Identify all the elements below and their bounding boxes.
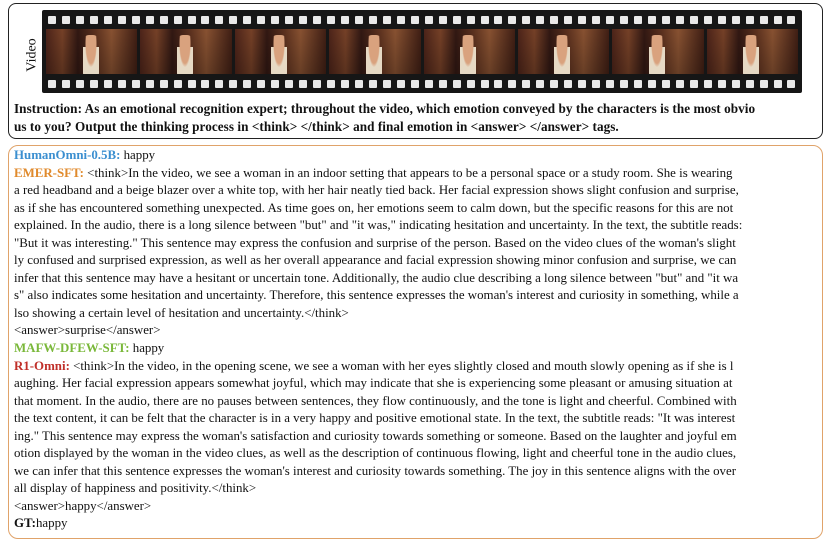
- sprocket-hole: [215, 16, 223, 24]
- sprocket-hole: [634, 80, 642, 88]
- emer-text-line: infer that this sentence may have a hesitant or uncertain tone. Additionally, the audio clue describing a long silence between "but" and "it wa: [14, 270, 739, 285]
- sprocket-hole: [690, 80, 698, 88]
- emer-text-line: a red headband and a beige blazer over a white top, with her hair neatly tied back. Her facial expression shows slight confusion and surprise,: [14, 183, 739, 198]
- sprocket-hole: [132, 16, 140, 24]
- sprocket-hole: [481, 80, 489, 88]
- sprocket-hole: [787, 80, 795, 88]
- r1omni-text-line: aughing. Her facial expression appears somewhat joyful, which may indicate that she is experiencing some pleasant or amusing situation at: [14, 376, 733, 391]
- emer-text-line: s" also indicates some hesitation and uncertainty. Therefore, this sentence expresses the woman's interest and curiosity in something, while a: [14, 288, 739, 303]
- sprocket-hole: [215, 80, 223, 88]
- sprocket-hole: [90, 16, 98, 24]
- video-frame-thumbnail: [329, 29, 420, 74]
- ground-truth-label: GT:: [14, 516, 36, 531]
- sprocket-hole: [439, 16, 447, 24]
- sprocket-hole: [508, 80, 516, 88]
- sprocket-hole: [383, 16, 391, 24]
- sprocket-hole: [146, 16, 154, 24]
- sprocket-hole: [369, 80, 377, 88]
- emer-text-line: ly confused and surprised expression, as well as her overall appearance and facial expression showing minor confusion and surprise, we can: [14, 253, 737, 268]
- r1omni-text-line: the text content, it can be felt that the character is in a very happy and positive emotional state. In the text, the subtitle reads: "It was interest: [14, 411, 736, 426]
- sprocket-hole: [327, 80, 335, 88]
- sprocket-hole: [467, 16, 475, 24]
- instruction-text: [14, 100, 814, 136]
- sprocket-hole: [62, 16, 70, 24]
- sprocket-hole: [369, 16, 377, 24]
- mafw-answer: happy: [129, 341, 165, 356]
- sprocket-hole: [578, 80, 586, 88]
- video-frame-thumbnail: [140, 29, 231, 74]
- sprocket-hole: [564, 16, 572, 24]
- emer-text-line: <think>In the video, we see a woman in an indoor setting that appears to be a personal space or a study room. She is wearing: [83, 165, 733, 180]
- sprocket-hole: [718, 80, 726, 88]
- sprocket-hole: [774, 80, 782, 88]
- emer-text-line: lso showing a certain level of hesitation and uncertainty.</think>: [14, 305, 349, 320]
- sprocket-hole: [536, 16, 544, 24]
- sprocket-hole: [188, 16, 196, 24]
- person-figure: [366, 35, 382, 74]
- sprocket-hole: [718, 16, 726, 24]
- r1omni-text-line: all display of happiness and positivity.</think>: [14, 481, 257, 496]
- emer-text-line: as if she has encountered something unexpected. As time goes on, her emotions seem to calm down, but the specific reasons for this are not: [14, 200, 734, 215]
- sprocket-hole: [425, 16, 433, 24]
- sprocket-hole: [592, 16, 600, 24]
- sprocket-hole: [411, 16, 419, 24]
- sprocket-hole: [188, 80, 196, 88]
- sprocket-hole: [76, 16, 84, 24]
- r1omni-text-line: otion displayed by the woman in the video clues, as well as the description of continuous flowing, light and cheerful tone in the audio clues,: [14, 446, 737, 461]
- person-figure: [649, 35, 665, 74]
- video-frame-thumbnail: [46, 29, 137, 74]
- emer-model-name: EMER-SFT:: [14, 165, 84, 180]
- person-figure: [554, 35, 570, 74]
- sprocket-hole: [313, 80, 321, 88]
- sprocket-hole: [732, 80, 740, 88]
- sprocket-hole: [327, 16, 335, 24]
- sprocket-hole: [48, 80, 56, 88]
- sprocket-hole: [229, 80, 237, 88]
- sprocket-hole: [285, 16, 293, 24]
- sprocket-hole: [620, 16, 628, 24]
- humanomni-output: [14, 147, 826, 165]
- person-figure: [271, 35, 287, 74]
- sprocket-hole: [118, 80, 126, 88]
- sprocket-hole: [132, 80, 140, 88]
- filmstrip-sprocket-row-bottom: [42, 77, 802, 90]
- sprocket-hole: [662, 80, 670, 88]
- sprocket-hole: [397, 16, 405, 24]
- sprocket-hole: [104, 80, 112, 88]
- person-figure: [177, 35, 193, 74]
- sprocket-hole: [341, 16, 349, 24]
- sprocket-hole: [271, 80, 279, 88]
- emer-text-line: explained. In the audio, there is a long silence between "but" and "it was," indicating hesitation and uncertainty. In the text, the subtitle reads:: [14, 218, 743, 233]
- sprocket-hole: [676, 16, 684, 24]
- ground-truth: [14, 515, 826, 533]
- emer-output-first-line: [14, 165, 826, 183]
- video-frame-thumbnail: [518, 29, 609, 74]
- emer-text-line: "But it was interesting." This sentence may express the confusion and surprise of the person. Based on the video clues of the woman's slight: [14, 235, 736, 250]
- video-frame-thumbnail: [424, 29, 515, 74]
- video-label-text: Video: [25, 38, 40, 72]
- sprocket-hole: [704, 80, 712, 88]
- r1omni-output-first-line: [14, 358, 826, 376]
- sprocket-hole: [146, 80, 154, 88]
- sprocket-hole: [606, 80, 614, 88]
- sprocket-hole: [76, 80, 84, 88]
- sprocket-hole: [732, 16, 740, 24]
- sprocket-hole: [397, 80, 405, 88]
- sprocket-hole: [760, 16, 768, 24]
- sprocket-hole: [439, 80, 447, 88]
- r1omni-text-line: <think>In the video, in the opening scene, we see a woman with her eyes slightly closed and mouth slowly opening as if she is l: [69, 358, 734, 373]
- person-figure: [83, 35, 99, 74]
- sprocket-hole: [508, 16, 516, 24]
- emer-output-lines: [14, 182, 826, 340]
- sprocket-hole: [634, 16, 642, 24]
- sprocket-hole: [690, 16, 698, 24]
- video-filmstrip: [42, 10, 802, 93]
- sprocket-hole: [481, 16, 489, 24]
- sprocket-hole: [648, 16, 656, 24]
- sprocket-hole: [174, 80, 182, 88]
- sprocket-hole: [90, 80, 98, 88]
- r1omni-output-lines: [14, 375, 826, 515]
- sprocket-hole: [578, 16, 586, 24]
- sprocket-hole: [243, 80, 251, 88]
- instruction-line: Instruction: As an emotional recognition expert; throughout the video, which emotion conveyed by the characters is the most obvio: [14, 101, 756, 116]
- instruction-line: us to you? Output the thinking process in <think> </think> and final emotion in <answer> </answer> tags.: [14, 119, 619, 134]
- sprocket-hole: [536, 80, 544, 88]
- sprocket-hole: [704, 16, 712, 24]
- sprocket-hole: [383, 80, 391, 88]
- sprocket-hole: [606, 16, 614, 24]
- humanomni-model-name: HumanOmni-0.5B:: [14, 148, 121, 162]
- filmstrip-sprocket-row-top: [42, 13, 802, 26]
- sprocket-hole: [662, 16, 670, 24]
- sprocket-hole: [48, 16, 56, 24]
- r1omni-model-name: R1-Omni:: [14, 358, 70, 373]
- sprocket-hole: [494, 80, 502, 88]
- sprocket-hole: [648, 80, 656, 88]
- sprocket-hole: [229, 16, 237, 24]
- sprocket-hole: [174, 16, 182, 24]
- mafw-model-name: MAFW-DFEW-SFT:: [14, 341, 130, 356]
- sprocket-hole: [522, 16, 530, 24]
- r1omni-text-line: that moment. In the audio, there are no pauses between sentences, they flow continuously, and the tone is light and cheerful. Combined with: [14, 393, 737, 408]
- sprocket-hole: [299, 16, 307, 24]
- sprocket-hole: [425, 80, 433, 88]
- sprocket-hole: [257, 80, 265, 88]
- sprocket-hole: [774, 16, 782, 24]
- emer-text-line: <answer>surprise</answer>: [14, 323, 161, 338]
- sprocket-hole: [355, 80, 363, 88]
- sprocket-hole: [341, 80, 349, 88]
- sprocket-hole: [467, 80, 475, 88]
- sprocket-hole: [355, 16, 363, 24]
- sprocket-hole: [285, 80, 293, 88]
- sprocket-hole: [160, 16, 168, 24]
- sprocket-hole: [676, 80, 684, 88]
- sprocket-hole: [787, 16, 795, 24]
- sprocket-hole: [118, 16, 126, 24]
- person-figure: [460, 35, 476, 74]
- mafw-output: [14, 340, 826, 358]
- sprocket-hole: [494, 16, 502, 24]
- sprocket-hole: [453, 16, 461, 24]
- sprocket-hole: [620, 80, 628, 88]
- sprocket-hole: [411, 80, 419, 88]
- sprocket-hole: [746, 80, 754, 88]
- video-frames: [46, 29, 798, 74]
- sprocket-hole: [592, 80, 600, 88]
- ground-truth-answer: happy: [35, 516, 68, 531]
- video-frame-thumbnail: [235, 29, 326, 74]
- r1omni-text-line: ing." This sentence may express the woman's satisfaction and curiosity towards something or someone. Based on the laughter and joyful em: [14, 428, 737, 443]
- sprocket-hole: [104, 16, 112, 24]
- sprocket-hole: [760, 80, 768, 88]
- sprocket-hole: [271, 16, 279, 24]
- r1omni-text-line: <answer>happy</answer>: [14, 498, 152, 513]
- sprocket-hole: [746, 16, 754, 24]
- sprocket-hole: [564, 80, 572, 88]
- sprocket-hole: [550, 16, 558, 24]
- humanomni-answer: happy: [120, 148, 156, 162]
- sprocket-hole: [299, 80, 307, 88]
- video-frame-thumbnail: [612, 29, 703, 74]
- sprocket-hole: [522, 80, 530, 88]
- sprocket-hole: [201, 80, 209, 88]
- sprocket-hole: [160, 80, 168, 88]
- sprocket-hole: [313, 16, 321, 24]
- video-frame-thumbnail: [707, 29, 798, 74]
- sprocket-hole: [550, 80, 558, 88]
- sprocket-hole: [62, 80, 70, 88]
- sprocket-hole: [243, 16, 251, 24]
- sprocket-hole: [257, 16, 265, 24]
- r1omni-text-line: we can infer that this sentence expresses the woman's interest and curiosity towards something. The joy in this sentence aligns with the over: [14, 463, 736, 478]
- model-outputs: [14, 147, 826, 533]
- person-figure: [743, 35, 759, 74]
- sprocket-hole: [201, 16, 209, 24]
- sprocket-hole: [453, 80, 461, 88]
